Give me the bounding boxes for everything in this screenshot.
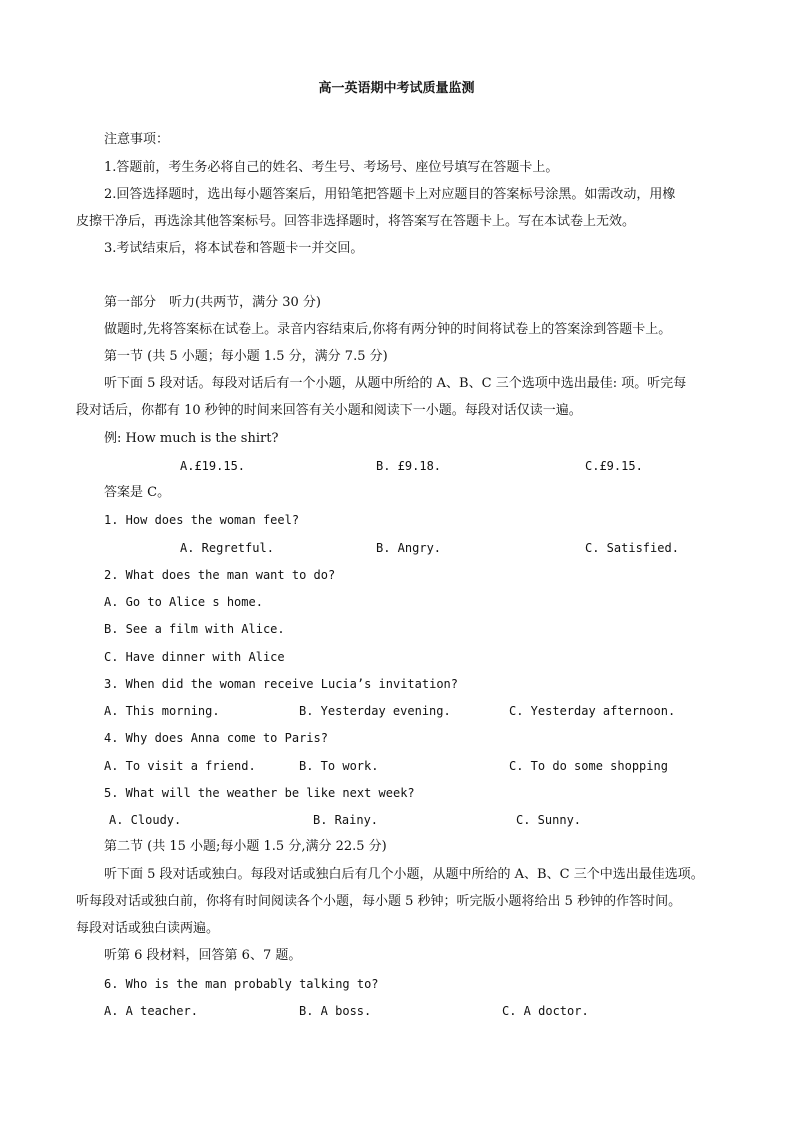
question-3: 3. When did the woman receive Lucia’s invitation? [104, 677, 459, 691]
question-1-option-b: B. Angry. [376, 541, 442, 555]
question-5-option-a: A. Cloudy. [109, 813, 182, 827]
question-2-option-b: B. See a film with Alice. [104, 622, 285, 636]
question-4-option-b: B. To work. [299, 759, 379, 773]
question-4: 4. Why does Anna come to Paris? [104, 731, 328, 745]
example-answer: 答案是 C。 [104, 485, 171, 500]
material-6-heading: 听第 6 段材料，回答第 6、7 题。 [104, 948, 302, 963]
question-5-option-c: C. Sunny. [516, 813, 582, 827]
section1-heading: 第一节 (共 5 小题；每小题 1.5 分，满分 7.5 分) [104, 349, 388, 364]
question-3-option-a: A. This morning. [104, 704, 220, 718]
question-5: 5. What will the weather be like next week? [104, 786, 415, 800]
example-option-b: B. £9.18. [376, 459, 442, 473]
part1-heading: 第一部分 听力(共两节，满分 30 分) [104, 295, 321, 310]
question-3-option-b: B. Yesterday evening. [299, 704, 451, 718]
question-4-option-a: A. To visit a friend. [104, 759, 256, 773]
notice-item-2-line-2: 皮擦干净后，再选涂其他答案标号。回答非选择题时，将答案写在答题卡上。写在本试卷上无效。 [76, 214, 636, 229]
notice-item-3: 3.考试结束后，将本试卷和答题卡一并交回。 [104, 241, 364, 256]
section1-instruction-line-2: 段对话后，你都有 10 秒钟的时间来回答有关小题和阅读下一小题。每段对话仅读一遍。 [76, 403, 582, 418]
notice-item-2-line-1: 2.回答选择题时，选出每小题答案后，用铅笔把答题卡上对应题目的答案标号涂黑。如需改动，用橡 [104, 187, 676, 202]
section2-heading: 第二节 (共 15 小题;每小题 1.5 分,满分 22.5 分) [104, 839, 387, 854]
question-6-option-b: B. A boss. [299, 1004, 372, 1018]
question-1: 1. How does the woman feel? [104, 513, 300, 527]
question-2-option-c: C. Have dinner with Alice [104, 650, 285, 664]
notice-item-1: 1.答题前，考生务必将自己的姓名、考生号、考场号、座位号填写在答题卡上。 [104, 160, 559, 175]
part1-instruction: 做题时,先将答案标在试卷上。录音内容结束后,你将有两分钟的时间将试卷上的答案涂到答题卡上。 [104, 322, 672, 337]
question-5-option-b: B. Rainy. [313, 813, 379, 827]
page-title: 高一英语期中考试质量监测 [318, 81, 475, 96]
example-option-c: C.£9.15. [585, 459, 643, 473]
question-2-option-a: A. Go to Alice s home. [104, 595, 263, 609]
question-2: 2. What does the man want to do? [104, 568, 336, 582]
question-6-option-a: A. A teacher. [104, 1004, 198, 1018]
question-6-option-c: C. A doctor. [502, 1004, 589, 1018]
question-4-option-c: C. To do some shopping [509, 759, 668, 773]
notice-heading: 注意事项： [104, 132, 170, 147]
section2-instruction-line-1: 听下面 5 段对话或独白。每段对话或独白后有几个小题，从题中所给的 A、B、C 三个中选出最佳选项。 [104, 867, 704, 882]
section2-instruction-line-2: 听每段对话或独白前，你将有时间阅读各个小题，每小题 5 秒钟；听完版小题将给出 5 秒钟的作答时间。 [76, 894, 682, 909]
example-option-a: A.£19.15. [180, 459, 246, 473]
question-1-option-a: A. Regretful. [180, 541, 274, 555]
section1-instruction-line-1: 听下面 5 段对话。每段对话后有一个小题，从题中所给的 A、B、C 三个选项中选出最佳: 项。听完每 [104, 376, 687, 391]
section2-instruction-line-3: 每段对话或独白读两遍。 [76, 921, 220, 936]
question-3-option-c: C. Yesterday afternoon. [509, 704, 676, 718]
question-6: 6. Who is the man probably talking to? [104, 977, 379, 991]
question-1-option-c: C. Satisfied. [585, 541, 679, 555]
example-question: 例: How much is the shirt? [104, 431, 279, 446]
